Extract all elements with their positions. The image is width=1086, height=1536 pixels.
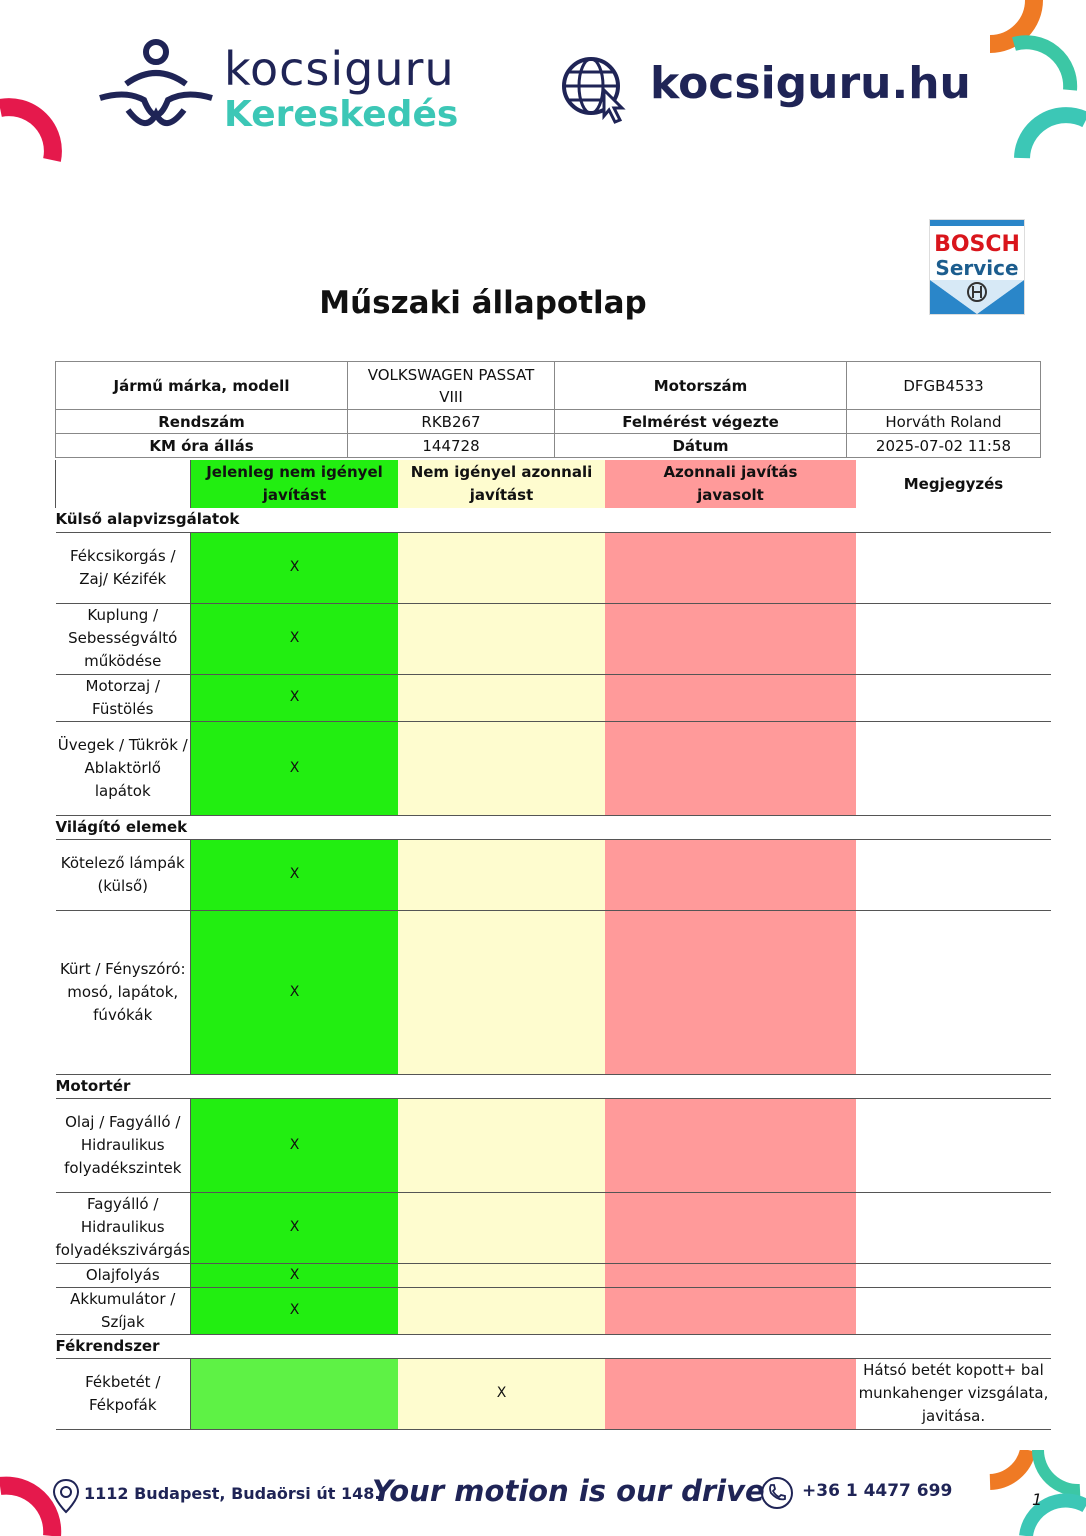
cell-ok: X — [190, 1263, 398, 1287]
cell-now — [605, 1098, 856, 1192]
row-label: Fékcsikorgás / Zaj/ Kézifék — [56, 532, 191, 603]
cell-note — [856, 1263, 1051, 1287]
cell-now — [605, 532, 856, 603]
row-label: Kötelező lámpák (külső) — [56, 839, 191, 910]
service-label: Service — [935, 256, 1019, 280]
cell-ok: X — [190, 603, 398, 674]
page-number: 1 — [1032, 1490, 1043, 1509]
cell-ok: X — [190, 1098, 398, 1192]
phone-icon — [760, 1476, 794, 1510]
header-now: Azonnali javítás javasolt — [605, 460, 856, 508]
cell-later — [398, 532, 605, 603]
brand-name: kocsiguru — [224, 42, 455, 96]
label-engine-number: Motorszám — [555, 362, 847, 410]
cell-later: X — [398, 1358, 605, 1429]
bosch-label: BOSCH — [934, 232, 1020, 257]
value-model: VOLKSWAGEN PASSAT VIII — [348, 362, 555, 410]
website-name: kocsiguru.hu — [650, 58, 971, 109]
table-row — [56, 532, 1051, 603]
row-label: Olaj / Fagyálló / Hidraulikus folyadékszintek — [56, 1098, 191, 1192]
row-label: Kürt / Fényszóró: mosó, lapátok, fúvókák — [56, 910, 191, 1074]
value-date: 2025-07-02 11:58 — [847, 434, 1041, 458]
label-model: Jármű márka, modell — [56, 362, 348, 410]
inspection-table — [55, 460, 1051, 1430]
cell-later — [398, 1287, 605, 1334]
value-engine-number: DFGB4533 — [847, 362, 1041, 410]
row-label: Akkumulátor / Szíjak — [56, 1287, 191, 1334]
footer-slogan: Your motion is our drive — [372, 1474, 765, 1508]
section-engine-bay: Motortér — [56, 1074, 1051, 1098]
cell-note — [856, 1192, 1051, 1263]
row-label: Üvegek / Tükrök / Ablaktörlő lapátok — [56, 721, 191, 815]
label-plate: Rendszám — [56, 410, 348, 434]
website-logo — [560, 52, 971, 122]
cell-note — [856, 603, 1051, 674]
cell-note — [856, 532, 1051, 603]
cell-now — [605, 674, 856, 721]
cell-note — [856, 721, 1051, 815]
brand-subtitle: Kereskedés — [224, 94, 459, 135]
cell-note: Hátsó betét kopott+ bal munkahenger vizsgálata, javitása. — [856, 1358, 1051, 1429]
cell-ok: X — [190, 674, 398, 721]
guru-figure-icon — [96, 38, 220, 138]
page-title: Műszaki állapotlap — [319, 285, 647, 321]
cell-later — [398, 1192, 605, 1263]
cell-later — [398, 674, 605, 721]
cell-now — [605, 839, 856, 910]
table-row — [56, 1358, 1051, 1429]
location-pin-icon — [52, 1478, 80, 1514]
row-label: Kuplung / Sebességváltó működése — [56, 603, 191, 674]
row-label: Motorzaj / Füstölés — [56, 674, 191, 721]
header-later: Nem igényel azonnali javítást — [398, 460, 605, 508]
cell-ok: X — [190, 910, 398, 1074]
section-brakes: Fékrendszer — [56, 1334, 1051, 1358]
header-note: Megjegyzés — [856, 460, 1051, 508]
vehicle-info-table — [55, 361, 1041, 458]
value-odometer: 144728 — [348, 434, 555, 458]
cell-later — [398, 1098, 605, 1192]
cell-ok: X — [190, 532, 398, 603]
cell-later — [398, 910, 605, 1074]
cell-later — [398, 603, 605, 674]
row-label: Olajfolyás — [56, 1263, 191, 1287]
table-row — [56, 1192, 1051, 1263]
label-inspector: Felmérést végezte — [555, 410, 847, 434]
cell-now — [605, 721, 856, 815]
cell-note — [856, 1287, 1051, 1334]
cell-later — [398, 839, 605, 910]
row-label: Fagyálló / Hidraulikus folyadékszivárgás — [56, 1192, 191, 1263]
cell-ok: X — [190, 721, 398, 815]
table-row — [56, 910, 1051, 1074]
cell-note — [856, 839, 1051, 910]
table-row — [56, 1263, 1051, 1287]
value-plate: RKB267 — [348, 410, 555, 434]
cell-later — [398, 721, 605, 815]
cell-ok: X — [190, 1192, 398, 1263]
header-empty — [56, 460, 191, 508]
cell-now — [605, 1192, 856, 1263]
section-lights: Világító elemek — [56, 815, 1051, 839]
table-row — [56, 721, 1051, 815]
table-row — [56, 674, 1051, 721]
row-label: Fékbetét / Fékpofák — [56, 1358, 191, 1429]
cell-now — [605, 1358, 856, 1429]
kocsiguru-logo — [96, 38, 496, 138]
cell-now — [605, 910, 856, 1074]
cell-now — [605, 1287, 856, 1334]
cell-later — [398, 1263, 605, 1287]
cell-note — [856, 674, 1051, 721]
corner-decoration-top-right — [970, 0, 1086, 170]
label-date: Dátum — [555, 434, 847, 458]
header-ok: Jelenleg nem igényel javítást — [190, 460, 398, 508]
cell-now — [605, 1263, 856, 1287]
label-odometer: KM óra állás — [56, 434, 348, 458]
table-row — [56, 1287, 1051, 1334]
cell-note — [856, 1098, 1051, 1192]
cell-ok: X — [190, 1287, 398, 1334]
cell-now — [605, 603, 856, 674]
footer-address: 1112 Budapest, Budaörsi út 148. — [84, 1484, 381, 1503]
cell-note — [856, 910, 1051, 1074]
table-row — [56, 603, 1051, 674]
table-row — [56, 839, 1051, 910]
footer-phone: +36 1 4477 699 — [802, 1481, 953, 1501]
globe-cursor-icon — [560, 54, 630, 124]
section-exterior: Külső alapvizsgálatok — [56, 508, 1051, 532]
table-row — [56, 1098, 1051, 1192]
corner-decoration-top-left — [0, 90, 70, 170]
cell-ok: X — [190, 839, 398, 910]
value-inspector: Horváth Roland — [847, 410, 1041, 434]
cell-ok — [190, 1358, 398, 1429]
